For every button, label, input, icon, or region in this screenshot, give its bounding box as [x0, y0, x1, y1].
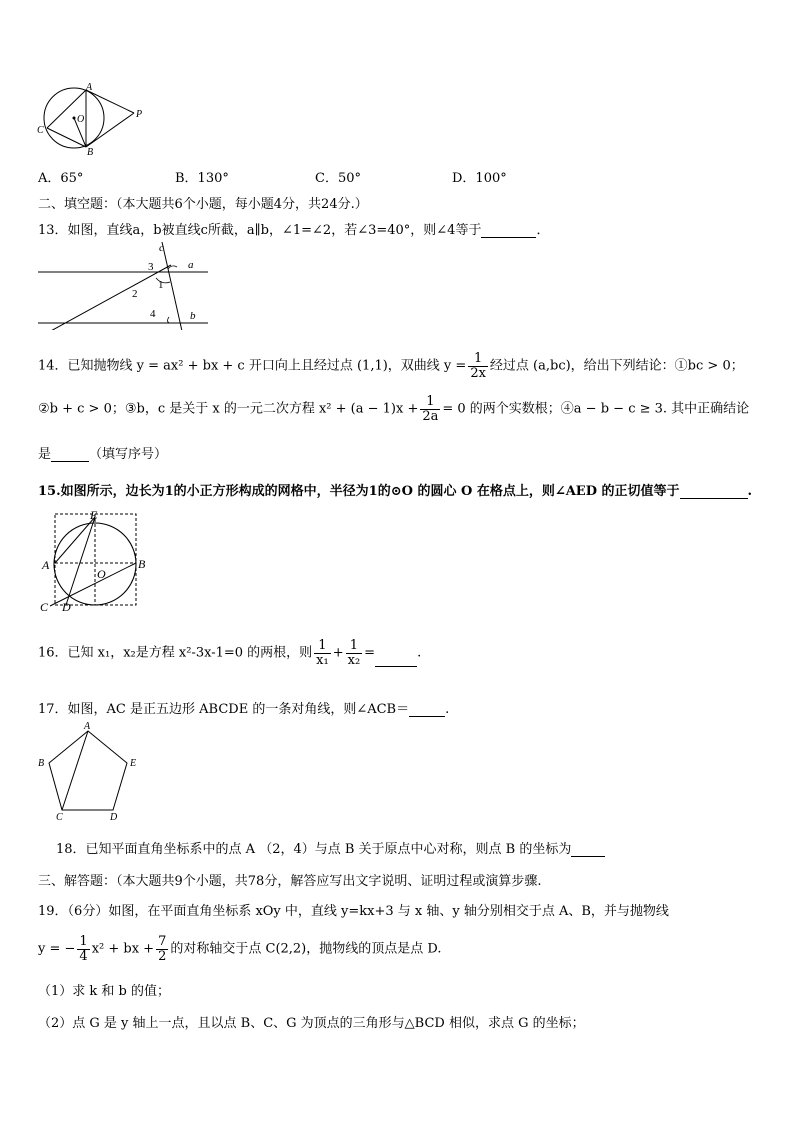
question-15 [38, 480, 752, 499]
question-14-line-2 [38, 395, 749, 423]
question-13 [38, 219, 549, 238]
q17-text: 17．如图，AC 是正五边形 ABCDE 的一条对角线，则∠ACB＝ [38, 702, 410, 717]
q16-end: . [417, 645, 422, 661]
label-D: D [110, 812, 118, 822]
choice-a: A．65° [38, 171, 84, 186]
section-3-title: 三、解答题：（本大题共9个小题，共78分，解答应写出文字说明、证明过程或演算步骤. [38, 874, 542, 889]
label-C: C [56, 812, 63, 822]
q17-end: . [445, 702, 450, 717]
q17-blank [409, 701, 445, 717]
question-19-sub-1: （1）求 k 和 b 的值； [38, 984, 170, 999]
q14-blank [51, 446, 89, 462]
q16-fraction-1: $\frac{1}{\text{x₁}}$ [316, 638, 329, 668]
angle-4: 4 [150, 308, 156, 320]
choice-d: D．100° [452, 171, 507, 186]
q13-text: 13．如图，直线a，b被直线c所截，a∥b，∠1=∠2，若∠3=40°，则∠4等于 [38, 223, 482, 238]
q15-blank [680, 483, 748, 499]
q16-fraction-2: $\frac{1}{\text{x₂}}$ [347, 638, 361, 668]
q19-part-a: y = − [38, 941, 76, 957]
angle-1: 1 [158, 279, 164, 291]
q18-text: 18．已知平面直角坐标系中的点 A （2，4）与点 B 关于原点中心对称，则点 B 的坐标为 [56, 842, 572, 857]
angle-3: 3 [148, 261, 154, 273]
question-16 [38, 639, 421, 667]
label-B: B [87, 147, 94, 155]
question-17 [38, 698, 449, 717]
label-D: D [62, 600, 71, 613]
choice-c: C．50° [315, 171, 361, 186]
label-c: c [159, 242, 164, 254]
label-C: C [37, 125, 44, 136]
figure-pentagon [36, 720, 146, 822]
q16-text: 16．已知 x₁，x₂是方程 x²-3x-1=0 的两根，则 [38, 645, 313, 661]
label-a: a [188, 259, 194, 271]
q15-text: 15.如图所示，边长为1的小正方形构成的网格中，半径为1的⊙O 的圆心 O 在格点上，则∠AED 的正切值等于 [38, 484, 680, 499]
q14-fraction-1: $\frac{1}{2x}$ [470, 351, 486, 381]
q14-part1b: 经过点 (a,bc)，给出下列结论：①bc > 0； [489, 358, 744, 374]
q19-fraction-2: $\frac{7}{2}$ [158, 934, 167, 964]
q14-part3a: 是 [38, 447, 52, 462]
label-P: P [136, 109, 143, 120]
q19-part-c: 的对称轴交于点 C(2,2)，抛物线的顶点是点 D. [170, 941, 442, 957]
label-O: O [77, 114, 85, 125]
label-E: E [130, 758, 137, 769]
q15-end: . [747, 484, 753, 499]
question-18 [56, 838, 605, 857]
label-B: B [38, 758, 45, 769]
q14-part3b: （填写序号） [89, 447, 168, 462]
q19-fraction-1: $\frac{1}{4}$ [79, 934, 88, 964]
figure-parallel-lines [36, 240, 216, 330]
question-14-line-3 [38, 443, 167, 462]
label-A: A [42, 558, 50, 572]
label-B: B [138, 557, 146, 571]
label-b: b [190, 310, 196, 322]
q14-part2a: ②b + c > 0；③b，c 是关于 x 的一元二次方程 x² + (a − 1)x + [38, 401, 419, 417]
q13-blank [481, 222, 536, 238]
angle-2: 2 [132, 288, 138, 300]
choice-b: B．130° [175, 171, 229, 186]
question-19-sub-2: （2）点 G 是 y 轴上一点，且以点 B、C、G 为顶点的三角形与△BCD 相似，求点 G 的坐标； [38, 1016, 585, 1031]
section-2-title: 二、填空题：（本大题共6个小题，每小题4分，共24分.） [38, 197, 368, 212]
label-A: A [86, 82, 93, 93]
label-A: A [84, 721, 91, 732]
q14-fraction-2: $\frac{1}{2a}$ [422, 394, 439, 424]
q13-end: ． [536, 223, 550, 238]
q16-blank [375, 651, 417, 667]
question-19-line-2 [38, 935, 441, 963]
figure-grid-circle [38, 508, 158, 613]
label-C: C [40, 600, 49, 613]
q16-equals: = [364, 645, 376, 661]
q18-blank [571, 841, 605, 857]
q14-part2b: = 0 的两个实数根；④a − b − c ≥ 3. 其中正确结论 [442, 401, 750, 417]
label-O: O [97, 567, 106, 581]
figure-circle-tangent [34, 80, 154, 155]
label-E: E [90, 508, 98, 522]
q14-part1a: 14．已知抛物线 y = ax² + bx + c 开口向上且经过点 (1,1)，双曲线 y = [38, 358, 467, 374]
q16-plus: + [332, 645, 344, 661]
question-14-line-1 [38, 352, 744, 380]
q19-part-b: x² + bx + [91, 941, 155, 957]
question-19-line-1: 19．（6分）如图，在平面直角坐标系 xOy 中，直线 y=kx+3 与 x 轴、y 轴分别相交于点 A、B，并与抛物线 [38, 904, 669, 919]
